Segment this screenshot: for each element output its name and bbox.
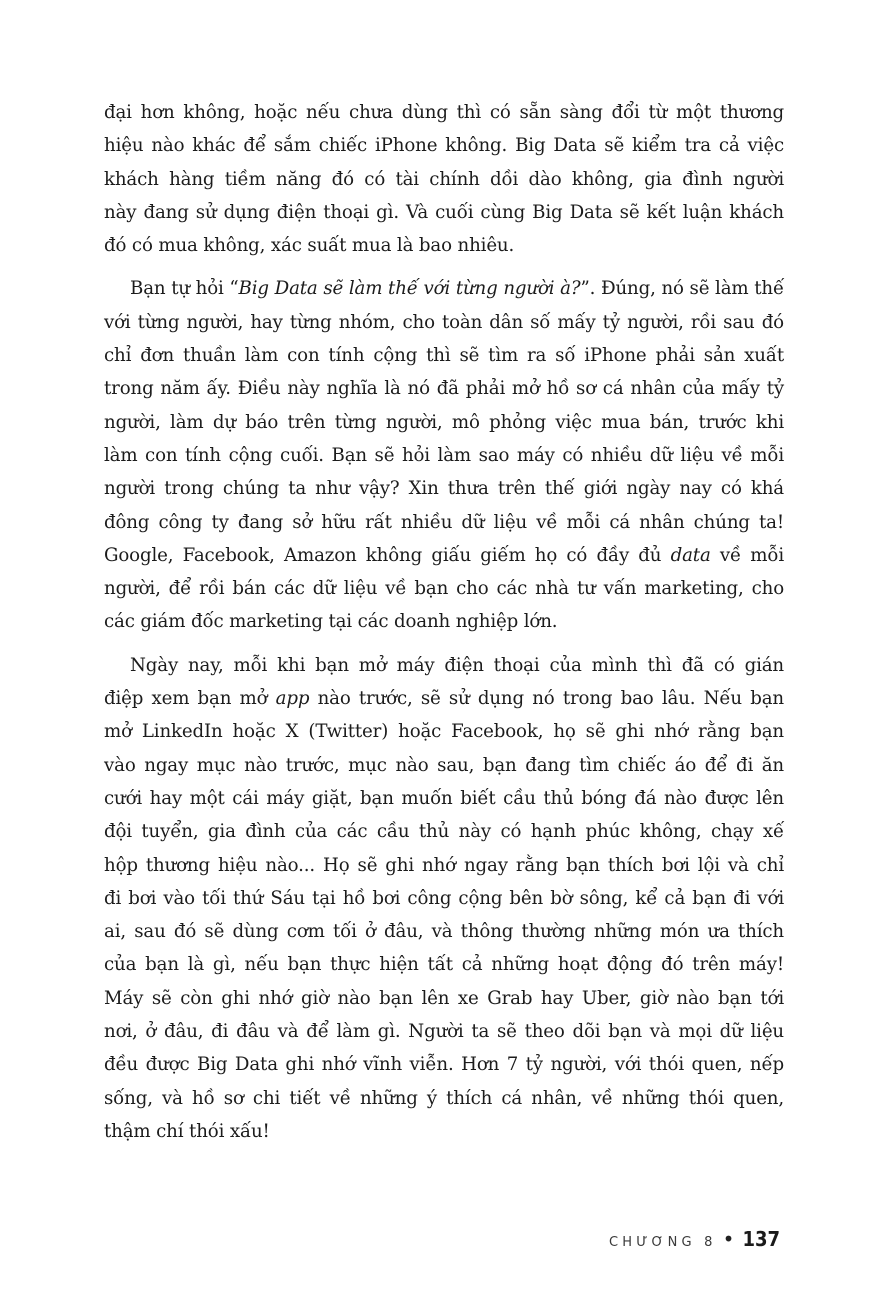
text-line: mở LinkedIn hoặc X (Twitter) hoặc Facebook, họ sẽ ghi nhớ rằng bạn	[104, 721, 784, 743]
text-line: đông công ty đang sở hữu rất nhiều dữ liệu về mỗi cá nhân chúng ta!	[104, 511, 784, 533]
running-footer	[560, 1224, 780, 1254]
text-line: người, làm dự báo trên từng người, mô phỏng việc mua bán, trước khi	[104, 411, 784, 433]
text-line: hộp thương hiệu nào... Họ sẽ ghi nhớ ngay rằng bạn thích bơi lội và chỉ	[104, 854, 784, 876]
bullet-separator: •	[722, 1227, 735, 1251]
text-line: vào ngay mục nào trước, mục nào sau, bạn đang tìm chiếc áo để đi ăn	[104, 754, 784, 776]
text-line: ai, sau đó sẽ dùng cơm tối ở đâu, và thông thường những món ưa thích	[104, 921, 784, 943]
text-line: đó có mua không, xác suất mua là bao nhiêu.	[104, 235, 515, 257]
text-line: trong năm ấy. Điều này nghĩa là nó đã phải mở hồ sơ cá nhân của mấy tỷ	[104, 378, 784, 400]
body-text	[104, 96, 784, 1148]
paragraph-2	[104, 272, 784, 638]
paragraph-3	[104, 649, 784, 1148]
chapter-label: CHƯƠNG 8	[608, 1235, 717, 1250]
text-line: người trong chúng ta như vậy? Xin thưa trên thế giới ngày nay có khá	[104, 478, 784, 500]
text-line: khách hàng tiềm năng đó có tài chính dồi dào không, gia đình người	[104, 168, 784, 190]
text-line: này đang sử dụng điện thoại gì. Và cuối cùng Big Data sẽ kết luận khách	[104, 201, 784, 223]
text-line: thậm chí thói xấu!	[104, 1120, 270, 1142]
text-line: của bạn là gì, nếu bạn thực hiện tất cả những hoạt động đó trên máy!	[104, 954, 784, 976]
text-line: chỉ đơn thuần làm con tính cộng thì sẽ tìm ra số iPhone phải sản xuất	[104, 345, 784, 367]
text-line: làm con tính cộng cuối. Bạn sẽ hỏi làm sao máy có nhiều dữ liệu về mỗi	[104, 444, 784, 466]
text-line: đều được Big Data ghi nhớ vĩnh viễn. Hơn 7 tỷ người, với thói quen, nếp	[104, 1054, 784, 1076]
text-line: cưới hay một cái máy giặt, bạn muốn biết cầu thủ bóng đá nào được lên	[104, 787, 784, 809]
text-line: hiệu nào khác để sắm chiếc iPhone không. Big Data sẽ kiểm tra cả việc	[104, 135, 784, 157]
text-line: Bạn tự hỏi “Big Data sẽ làm thế với từng người à?”. Đúng, nó sẽ làm thế	[130, 278, 784, 300]
page-number: 137	[742, 1227, 780, 1251]
text-line: Máy sẽ còn ghi nhớ giờ nào bạn lên xe Grab hay Uber, giờ nào bạn tới	[104, 987, 784, 1009]
text-line: người, để rồi bán các dữ liệu về bạn cho các nhà tư vấn marketing, cho	[104, 578, 784, 600]
text-line: nơi, ở đâu, đi đâu và để làm gì. Người ta sẽ theo dõi bạn và mọi dữ liệu	[104, 1021, 784, 1043]
paragraph-1	[104, 96, 784, 262]
text-line: đội tuyển, gia đình của các cầu thủ này có hạnh phúc không, chạy xế	[104, 821, 784, 843]
text-line: đại hơn không, hoặc nếu chưa dùng thì có sẵn sàng đổi từ một thương	[104, 102, 784, 123]
text-line: với từng người, hay từng nhóm, cho toàn dân số mấy tỷ người, rồi sau đó	[104, 311, 784, 333]
text-line: điệp xem bạn mở app nào trước, sẽ sử dụng nó trong bao lâu. Nếu bạn	[104, 688, 784, 710]
text-line: đi bơi vào tối thứ Sáu tại hồ bơi công cộng bên bờ sông, kể cả bạn đi với	[104, 887, 784, 909]
text-line: Google, Facebook, Amazon không giấu giếm họ có đầy đủ data về mỗi	[104, 544, 785, 566]
text-line: Ngày nay, mỗi khi bạn mở máy điện thoại của mình thì đã có gián	[130, 654, 784, 676]
text-line: các giám đốc marketing tại các doanh nghiệp lớn.	[104, 611, 558, 633]
text-line: sống, và hồ sơ chi tiết về những ý thích cá nhân, về những thói quen,	[104, 1087, 784, 1109]
